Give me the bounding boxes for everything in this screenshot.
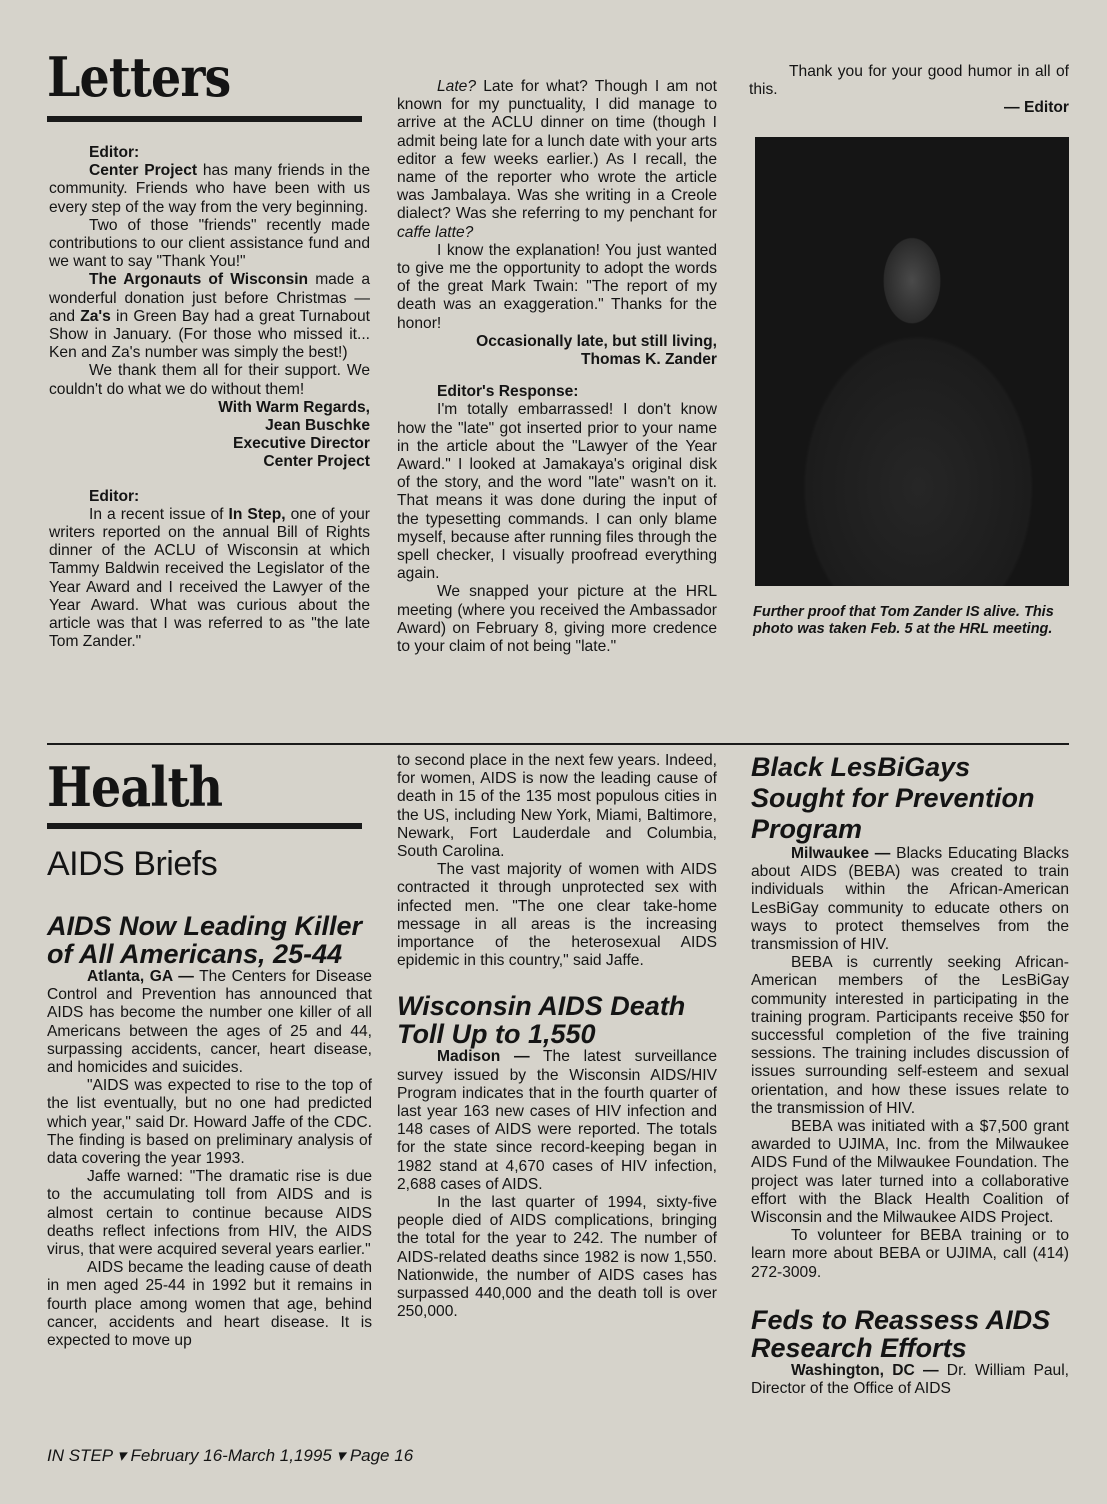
letters-section-title: Letters [47,45,231,109]
letter-signature: With Warm Regards, [218,398,370,416]
article-body [397,752,717,970]
letter-paragraph: Two of those "friends" recently made contributions to our client assistance fund and we want to say "Thank You!" [49,216,370,271]
aids-briefs-subtitle: AIDS Briefs [47,845,218,883]
article-body [751,1362,1069,1398]
footer-dates: February 16-March 1,1995 [130,1446,332,1465]
article-body [751,845,1069,1282]
article-paragraph: Milwaukee — Blacks Educating Blacks about AIDS (BEBA) was created to train individuals within the African-American LesBiGay community to educate others on ways to protect themselves from the transmission of HIV. [751,845,1069,954]
article-continuation-and-wisconsin [397,752,717,1321]
article-body [47,968,372,1350]
letter-center-project [49,144,370,651]
article-paragraph: to second place in the next few years. Indeed, for women, AIDS is now the leading cause of death in 15 of the 135 most populous cities in the US, including New York, Miami, Baltimore, Newark, Fort Lauderdale and Columbia, South Carolina. [397,752,717,861]
editor-response-paragraph: We snapped your picture at the HRL meeting (where you received the Ambassador Award) on February 8, giving more credence to your claim of not being "late." [397,583,717,656]
article-dateline: Atlanta, GA — [87,968,194,985]
article-dateline: Washington, DC — [791,1361,939,1379]
health-section-title: Health [47,755,223,819]
letter-signature: Jean Buschke [265,417,370,435]
article-paragraph: The vast majority of women with AIDS contracted it through unprotected sex with infected men. "The one clear take-home message in all areas is the increasing importance of the heterosexual AIDS epidemic in this country," said Jaffe. [397,861,717,970]
article-black-lesbigays [751,752,1069,1398]
article-aids-leading-killer [47,912,372,1350]
footer-publication: IN STEP [47,1446,113,1465]
article-paragraph: Madison — The latest surveillance survey issued by the Wisconsin AIDS/HIV Program indicates that in the fourth quarter of last year 163 new cases of HIV infection and 148 cases of AIDS were reported. The totals for the state since record-keeping began in 1982 stand at 4,670 cases of HIV infection, 2,688 cases of AIDS. [397,1048,717,1193]
editor-response-label: Editor's Response: [437,383,579,401]
letter-paragraph: The Argonauts of Wisconsin made a wonderful donation just before Christmas — and Za's in Green Bay had a great Turnabout Show in January. (For those who missed it... Ken and Za's number was simply the best!) [49,271,370,362]
editor-response-paragraph: Thank you for your good humor in all of this. [749,63,1069,99]
health-title-rule [47,823,362,829]
article-paragraph: In the last quarter of 1994, sixty-five people died of AIDS complications, bringing the total for the year to 242. The number of AIDS-related deaths since 1982 is now 1,550. Nationwide, the number of AIDS cases has surpassed 440,000 and the death toll is over 250,000. [397,1194,717,1321]
page-footer [47,1446,413,1466]
letters-title-rule [47,116,362,122]
letter-paragraph: Center Project has many friends in the community. Friends who have been with us every step of the way from the very beginning. [49,162,371,216]
article-headline: Wisconsin AIDS Death Toll Up to 1,550 [397,991,686,1050]
article-paragraph: Atlanta, GA — The Centers for Disease Control and Prevention has announced that AIDS has become the number one killer of all Americans between the ages of 25 and 44, surpassing accidents, cancer, heart disease, and homicides and suicides. [47,968,372,1077]
article-paragraph: BEBA was initiated with a $7,500 grant awarded to UJIMA, Inc. from the Milwaukee AIDS Fund of the Milwaukee Foundation. The project was later turned into a collaborative effort with the Black Health Coalition of Wisconsin and the Milwaukee AIDS Project. [751,1118,1069,1227]
letter-signature: Occasionally late, but still living, [476,332,717,350]
article-paragraph: Jaffe warned: "The dramatic rise is due to the accumulating toll from AIDS and is almost certain to continue because AIDS deaths reflect infections from HIV, the AIDS virus, that were acquired several years earlier." [47,1168,372,1259]
article-headline: AIDS Now Leading Killer of All Americans, 25-44 [47,911,363,969]
letter-signature: Thomas K. Zander [580,351,717,369]
letter-signature: Center Project [263,453,370,471]
article-paragraph: "AIDS was expected to rise to the top of the list eventually, but no one had predicted which year," said Dr. Howard Jaffe of the CDC. The finding is based on preliminary analysis of data covering the year 1993. [47,1077,372,1168]
letter-salutation: Editor: [89,144,140,161]
letter-paragraph: I know the explanation! You just wanted to give me the opportunity to adopt the words of the great Mark Twain: "The report of my death was an exaggeration." Thanks for the honor! [397,241,717,332]
photo-caption: Further proof that Tom Zander IS alive. This photo was taken Feb. 5 at the HRL meeting. [753,604,1054,637]
letter-paragraph: Late? Late for what? Though I am not known for my punctuality, I did manage to arrive at the ACLU dinner on time (though I admit being late for a lunch date with your arts editor a few weeks earlier.) As I recall, the name of the reporter who wrote the article was Jambalaya. Was she writing in a Creole dialect? Was she referring to my penchant for caffe latte? [397,78,717,241]
editor-signature: — Editor [1004,99,1069,117]
footer-separator: ▾ [336,1446,346,1465]
article-paragraph: Washington, DC — Dr. William Paul, Director of the Office of AIDS [751,1361,1069,1398]
letter-zander-continued [397,78,717,656]
article-paragraph: BEBA is currently seeking African-American members of the LesBiGay community interested in participating in the training program. Participants receive $50 for successful completion of the five training sessions. The training includes discussion of issues surrounding self-esteem and sexual orientation, and how these issues relate to the transmission of HIV. [751,954,1069,1117]
letter-paragraph: We thank them all for their support. We couldn't do what we do without them! [49,362,370,398]
tom-zander-photo [755,137,1069,586]
article-headline: Feds to Reassess AIDS Research Efforts [751,1304,1051,1363]
article-headline: Black LesBiGays Sought for Prevention Program [751,752,1035,844]
editor-response-closing [749,63,1069,118]
article-paragraph: AIDS became the leading cause of death in men aged 25-44 in 1992 but it remains in fourth place among women that age, behind cancer, accidents and heart disease. It is expected to move up [47,1259,372,1350]
article-body [397,1048,717,1321]
section-divider [47,743,1069,745]
letter-paragraph: In a recent issue of In Step, one of your writers reported on the annual Bill of Rights dinner of the ACLU of Wisconsin at which Tammy Baldwin received the Legislator of the Year Award and I received the Lawyer of the Year Award. What was curious about the article was that I was referred to as "the late Tom Zander." [49,505,370,651]
article-paragraph: To volunteer for BEBA training or to learn more about BEBA or UJIMA, call (414) 272-3009. [751,1227,1069,1281]
article-dateline: Milwaukee — [791,845,891,862]
footer-separator: ▾ [117,1446,126,1465]
editor-response-paragraph: I'm totally embarrassed! I don't know how the "late" got inserted prior to your name in the article about the "Lawyer of the Year Award." I looked at Jamakaya's original disk of the story, and the word "late" wasn't on it. That means it was done during the input of the typesetting commands. I can only blame myself, because after running files through the spell checker, I visually proofread everything again. [397,401,717,583]
letter-signature: Executive Director [233,435,370,453]
letter-salutation: Editor: [89,487,140,505]
article-dateline: Madison — [437,1048,530,1066]
footer-page-number: Page 16 [349,1446,414,1465]
